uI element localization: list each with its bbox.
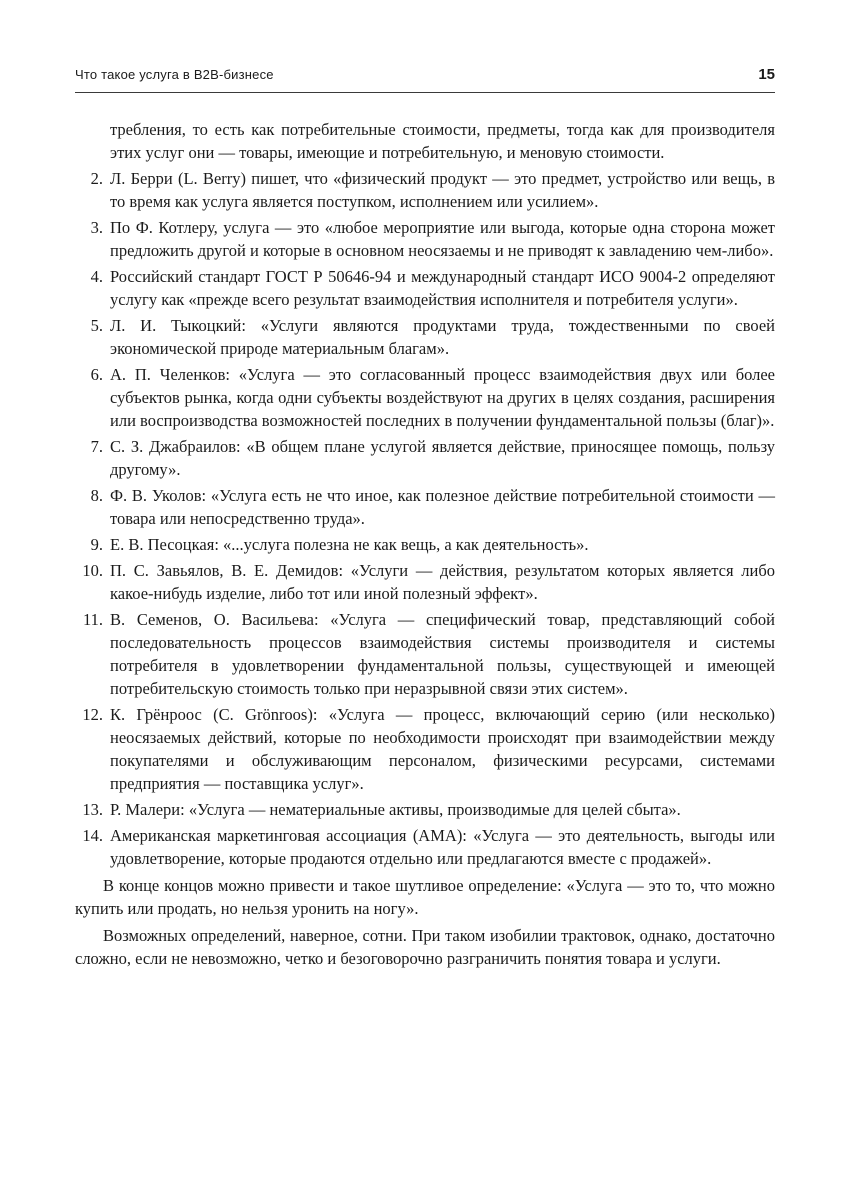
- list-item-number: 9.: [90, 535, 103, 554]
- list-item-text: А. П. Челенков: «Услуга — это согласованный процесс взаимодействия двух или более субъектов рынка, когда одни субъекты воздействуют на других в целях создания, расширения или воспроизводства возможностей последних в получении фундаментальной пользы (благ)».: [110, 365, 775, 430]
- list-item: [75, 314, 775, 360]
- list-item: [75, 435, 775, 481]
- list-item-number: 12.: [82, 705, 103, 724]
- list-item: [75, 798, 775, 821]
- list-item: [75, 363, 775, 432]
- list-item-number: 11.: [82, 610, 103, 629]
- list-item-number: 5.: [90, 316, 103, 335]
- list-item-text: Л. Берри (L. Berry) пишет, что «физический продукт — это предмет, устройство или вещь, в то время как услуга является поступком, исполнением или усилием».: [110, 169, 775, 211]
- running-title: Что такое услуга в B2B-бизнесе: [75, 67, 274, 82]
- list-item-number: 8.: [90, 486, 103, 505]
- list-item-number: 6.: [90, 365, 103, 384]
- list-item-text: Американская маркетинговая ассоциация (АМА): «Услуга — это деятельность, выгоды или удовлетворение, которые продаются отдельно или предлагаются вместе с продажей».: [110, 826, 775, 868]
- list-item: [75, 484, 775, 530]
- list-item-number: 13.: [82, 800, 103, 819]
- list-item: [75, 167, 775, 213]
- list-item: [75, 216, 775, 262]
- list-item-number: 3.: [90, 218, 103, 237]
- list-item-text: Е. В. Песоцкая: «...услуга полезна не как вещь, а как деятельность».: [110, 535, 589, 554]
- list-item: [75, 608, 775, 700]
- list-item: [75, 824, 775, 870]
- list-item-text: К. Грёнроос (C. Grönroos): «Услуга — процесс, включающий серию (или несколько) неосязаемых действий, которые по необходимости происходят при взаимодействии между покупателями и обслуживающим персоналом, физическими ресурсами, системами предприятия — поставщика услуг».: [110, 705, 775, 793]
- list-item-text: П. С. Завьялов, В. Е. Демидов: «Услуги — действия, результатом которых является либо какое-нибудь изделие, либо тот или иной полезный эффект».: [110, 561, 775, 603]
- list-item: [75, 559, 775, 605]
- header-rule: [75, 92, 775, 93]
- list-item-text: Л. И. Тыкоцкий: «Услуги являются продуктами труда, тождественными по своей экономической природе материальным благам».: [110, 316, 775, 358]
- list-item-text: Российский стандарт ГОСТ Р 50646-94 и международный стандарт ИСО 9004-2 определяют услугу как «прежде всего результат взаимодействия исполнителя и потребителя услуги».: [110, 267, 775, 309]
- closing-paragraph: Возможных определений, наверное, сотни. При таком изобилии трактовок, однако, достаточно сложно, если не невозможно, четко и безоговорочно разграничить понятия товара и услуги.: [75, 926, 775, 968]
- page-header: [75, 66, 775, 92]
- list-item-text: Р. Малери: «Услуга — нематериальные активы, производимые для целей сбыта».: [110, 800, 681, 819]
- list-item-text: Ф. В. Уколов: «Услуга есть не что иное, как полезное действие потребительной стоимости — товара или непосредственно труда».: [110, 486, 775, 528]
- list-item-number: 4.: [90, 267, 103, 286]
- list-item-number: 2.: [90, 169, 103, 188]
- definitions-list: [75, 167, 775, 870]
- list-item-number: 10.: [82, 561, 103, 580]
- list-item-number: 7.: [90, 437, 103, 456]
- list-item-text: По Ф. Котлеру, услуга — это «любое мероприятие или выгода, которые одна сторона может предложить другой и которые в основном неосязаемы и не приводят к завладению чем-либо».: [110, 218, 775, 260]
- list-item: [75, 265, 775, 311]
- closing-paragraph: В конце концов можно привести и такое шутливое определение: «Услуга — это то, что можно купить или продать, но нельзя уронить на ногу».: [75, 876, 775, 918]
- page-number: 15: [758, 66, 775, 83]
- list-item-number: 14.: [82, 826, 103, 845]
- list-item: [75, 703, 775, 795]
- list-item: [75, 533, 775, 556]
- page-body: [75, 118, 775, 970]
- list-item-text: В. Семенов, О. Васильева: «Услуга — специфический товар, представляющий собой последовательность процессов взаимодействия системы производителя и системы потребителя в удовлетворении фундаментальной пользы, существующей и имеющей потребительскую стоимость только при неразрывной связи этих систем».: [110, 610, 775, 698]
- list-item-text: С. З. Джабраилов: «В общем плане услугой является действие, приносящее помощь, пользу другому».: [110, 437, 775, 479]
- paragraph-continuation: требления, то есть как потребительные стоимости, предметы, тогда как для производителя этих услуг они — товары, имеющие и потребительную, и меновую стоимости.: [110, 120, 775, 162]
